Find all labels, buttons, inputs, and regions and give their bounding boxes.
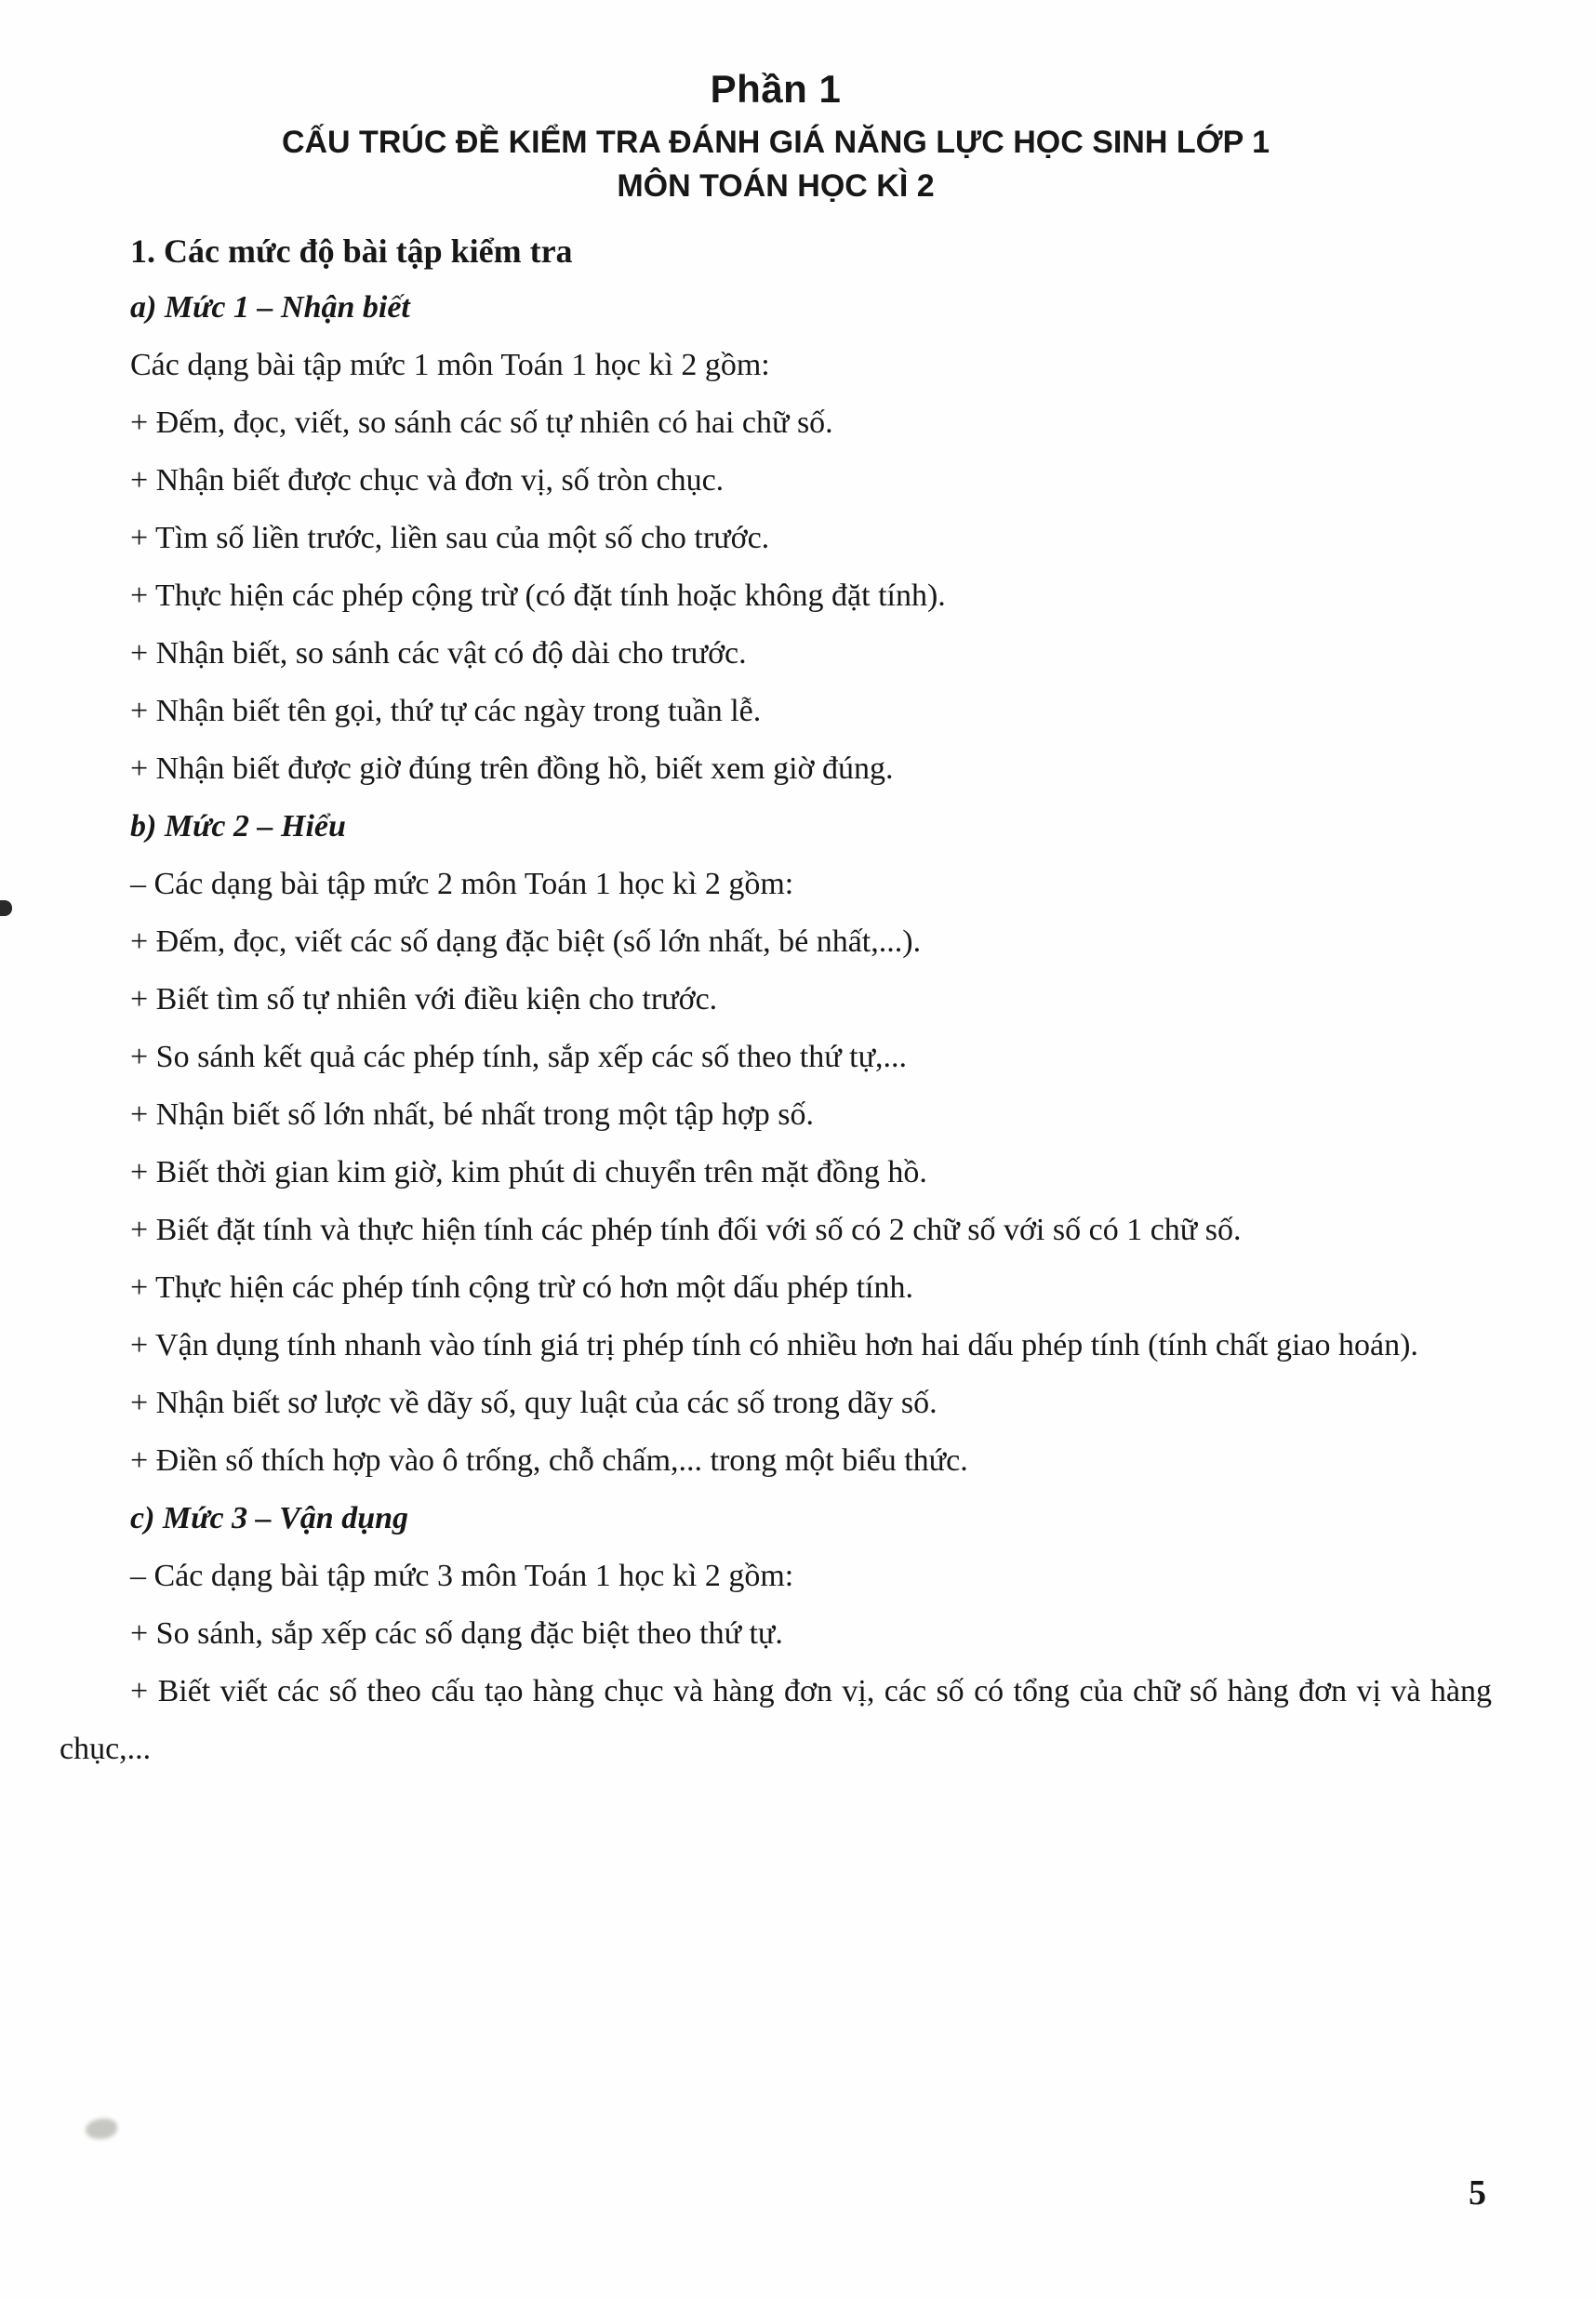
paragraph-line: + Biết đặt tính và thực hiện tính các phép tính đối với số có 2 chữ số với số có 1 chữ số. (130, 1213, 1242, 1247)
paragraph-line: + Biết viết các số theo cấu tạo hàng chục và hàng đơn vị, các số có tổng của chữ số hàng đơn vị và hàng chục,... (60, 1674, 1492, 1766)
paragraph-line: + Biết thời gian kim giờ, kim phút di chuyển trên mặt đồng hồ. (130, 1155, 927, 1189)
doc-title-line2: MÔN TOÁN HỌC KÌ 2 (617, 168, 935, 204)
paragraph-line: + So sánh kết quả các phép tính, sắp xếp các số theo thứ tự,... (130, 1040, 907, 1074)
subsection-heading: c) Mức 3 – Vận dụng (130, 1501, 409, 1535)
paragraph-line: + Vận dụng tính nhanh vào tính giá trị phép tính có nhiều hơn hai dấu phép tính (tính chất giao hoán). (130, 1328, 1418, 1362)
page-number: 5 (1469, 2173, 1486, 2213)
subsection-heading: b) Mức 2 – Hiểu (130, 809, 346, 844)
scan-smudge (86, 2119, 117, 2139)
part-title: Phần 1 (710, 67, 842, 111)
paragraph-line: Các dạng bài tập mức 1 môn Toán 1 học kì 2 gồm: (130, 348, 770, 382)
paragraph-line: – Các dạng bài tập mức 3 môn Toán 1 học kì 2 gồm: (130, 1559, 794, 1593)
document-body (60, 279, 1492, 1778)
scan-artifact-dot (0, 900, 12, 916)
subsection-heading: a) Mức 1 – Nhận biết (130, 290, 410, 325)
paragraph-line: + Điền số thích hợp vào ô trống, chỗ chấm,... trong một biểu thức. (130, 1443, 968, 1478)
paragraph-line: + Biết tìm số tự nhiên với điều kiện cho trước. (130, 982, 718, 1017)
paragraph-line: + Nhận biết tên gọi, thứ tự các ngày trong tuần lễ. (130, 694, 762, 728)
section-heading: 1. Các mức độ bài tập kiểm tra (130, 233, 573, 270)
paragraph-line: + Nhận biết sơ lược về dãy số, quy luật của các số trong dãy số. (130, 1386, 938, 1420)
paragraph-line: + Đếm, đọc, viết, so sánh các số tự nhiên có hai chữ số. (130, 405, 833, 440)
paragraph-line: + So sánh, sắp xếp các số dạng đặc biệt theo thứ tự. (130, 1616, 783, 1651)
paragraph-line: + Nhận biết được giờ đúng trên đồng hồ, biết xem giờ đúng. (130, 751, 894, 786)
paragraph-line: – Các dạng bài tập mức 2 môn Toán 1 học kì 2 gồm: (130, 867, 794, 901)
doc-title-line1: CẤU TRÚC ĐỀ KIỂM TRA ĐÁNH GIÁ NĂNG LỰC HỌC SINH LỚP 1 (281, 125, 1270, 160)
paragraph-line: + Tìm số liền trước, liền sau của một số cho trước. (130, 521, 770, 555)
paragraph-line: + Nhận biết số lớn nhất, bé nhất trong một tập hợp số. (130, 1097, 815, 1132)
paragraph-line: + Nhận biết, so sánh các vật có độ dài cho trước. (130, 636, 747, 671)
paragraph-line: + Thực hiện các phép cộng trừ (có đặt tính hoặc không đặt tính). (130, 578, 946, 613)
paragraph-line: + Nhận biết được chục và đơn vị, số tròn chục. (130, 463, 725, 498)
paragraph-line: + Đếm, đọc, viết các số dạng đặc biệt (số lớn nhất, bé nhất,...). (130, 924, 922, 959)
paragraph-line: + Thực hiện các phép tính cộng trừ có hơn một dấu phép tính. (130, 1270, 913, 1305)
